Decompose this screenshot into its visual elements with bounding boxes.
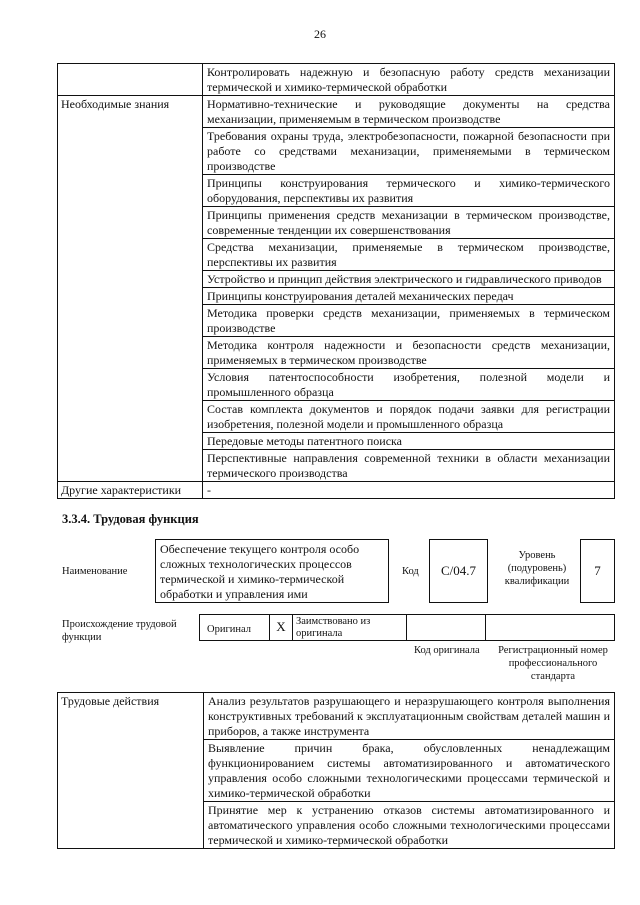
other-characteristics-label: Другие характеристики xyxy=(58,482,203,499)
actions-table xyxy=(57,692,615,849)
knowledge-item: Условия патентоспособности изобретения, полезной модели и промышленного образца xyxy=(203,369,615,401)
knowledge-item: Принципы конструирования деталей механических передач xyxy=(203,288,615,305)
code-value-box: C/04.7 xyxy=(429,539,488,603)
knowledge-item: Нормативно-технические и руководящие документы на средства механизации, применяемым в термическом производстве xyxy=(203,96,615,128)
knowledge-item: Принципы конструирования термического и химико-термического оборудования, перспективы их развития xyxy=(203,175,615,207)
knowledge-item: Средства механизации, применяемые в термическом производстве, перспективы их развития xyxy=(203,239,615,271)
knowledge-item: Передовые методы патентного поиска xyxy=(203,433,615,450)
knowledge-item: Принципы применения средств механизации в термическом производстве, современные тенденции их совершенствования xyxy=(203,207,615,239)
page-number: 26 xyxy=(314,27,326,41)
reg-number-cell xyxy=(485,614,615,641)
section-title: 3.3.4. Трудовая функция xyxy=(62,512,199,526)
continued-item: Контролировать надежную и безопасную работу средств механизации термической и химико-термической обработки xyxy=(203,64,615,96)
origin-label: Происхождение трудовой функции xyxy=(62,619,177,643)
level-value-box: 7 xyxy=(580,539,615,603)
action-item: Анализ результатов разрушающего и неразрушающего контроля выполнения конструктивных требований к эксплуатационным свойствам деталей машин и приборов, а также инструмента xyxy=(204,693,615,740)
table-row xyxy=(58,64,615,96)
table-row xyxy=(58,482,615,499)
actions-label: Трудовые действия xyxy=(58,693,204,849)
knowledge-item: Методика проверки средств механизации, применяемых в термическом производстве xyxy=(203,305,615,337)
code-label: Код xyxy=(402,566,419,577)
original-code-cell xyxy=(406,614,486,641)
origin-row xyxy=(199,614,615,641)
knowledge-item: Перспективные направления современной техники в области механизации термического производства xyxy=(203,450,615,482)
original-code-caption: Код оригинала xyxy=(414,645,480,656)
original-label: Оригинал xyxy=(207,624,251,635)
name-label: Наименование xyxy=(62,566,128,577)
original-cell xyxy=(199,614,270,641)
empty-cell xyxy=(58,64,203,96)
level-label: Уровень (подуровень) квалификации xyxy=(504,550,570,587)
original-mark-cell xyxy=(269,614,293,641)
required-knowledge-label: Необходимые знания xyxy=(58,96,203,482)
knowledge-item: Методика контроля надежности и безопасности средств механизации, применяемых в термическом производстве xyxy=(203,337,615,369)
original-mark: X xyxy=(276,619,286,634)
function-name-box: Обеспечение текущего контроля особо сложных технологических процессов термической и химико-термической обработки и управления ими xyxy=(155,539,389,603)
knowledge-table xyxy=(57,63,615,499)
knowledge-item: Требования охраны труда, электробезопасности, пожарной безопасности при работе со средствами механизации, применяемыми в термическом производстве xyxy=(203,128,615,175)
action-item: Выявление причин брака, обусловленных ненадлежащим функционированием системы автоматизированного и автоматического управления особо сложными технологическими процессами термической и химико-термической обработки xyxy=(204,740,615,802)
borrowed-label: Заимствовано из оригинала xyxy=(296,616,371,639)
other-characteristics-value: - xyxy=(203,482,615,499)
knowledge-item: Состав комплекта документов и порядок подачи заявки для регистрации изобретения, полезной модели и промышленного образца xyxy=(203,401,615,433)
borrowed-cell xyxy=(292,614,407,641)
action-item: Принятие мер к устранению отказов системы автоматизированного и автоматического управления особо сложными технологическими процессами термической и химико-термической обработки xyxy=(204,802,615,849)
table-row xyxy=(58,96,615,128)
table-row xyxy=(58,693,615,740)
knowledge-item: Устройство и принцип действия электрического и гидравлического приводов xyxy=(203,271,615,288)
reg-number-caption: Регистрационный номер профессионального стандарта xyxy=(498,645,608,682)
